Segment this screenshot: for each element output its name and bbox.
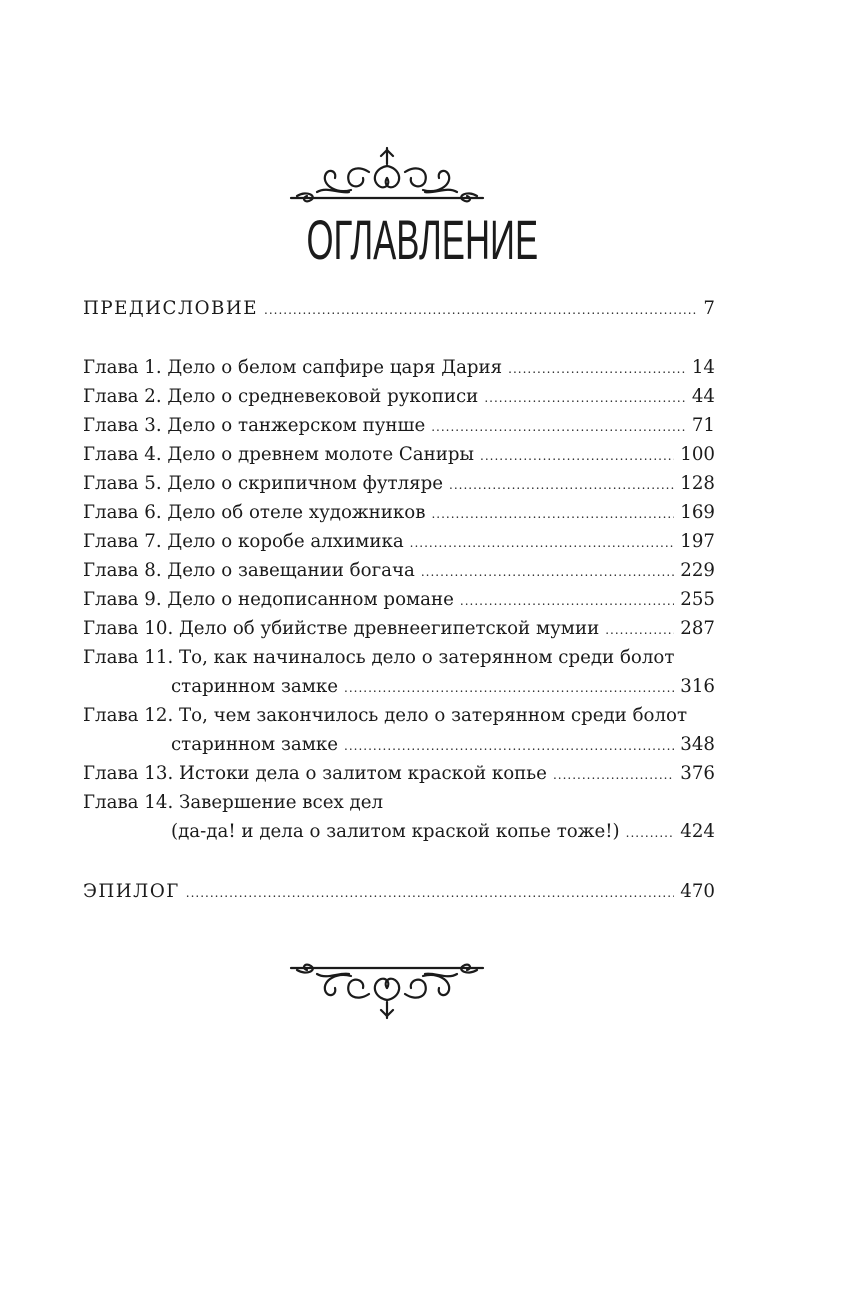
- toc-entry-page: 169: [680, 502, 715, 523]
- toc-entry-line1[interactable]: Глава 11. То, как начиналось дело о затерянном среди болот: [83, 647, 675, 668]
- dot-leader: [431, 413, 686, 442]
- dot-leader: [449, 471, 674, 500]
- toc-entry[interactable]: [83, 556, 715, 585]
- toc-entry-label: Глава 3. Дело о танжерском пунше: [83, 415, 426, 436]
- toc-entry[interactable]: [83, 498, 715, 527]
- toc-entry-label: Глава 9. Дело о недописанном романе: [83, 589, 454, 610]
- dot-leader: [484, 384, 686, 413]
- toc-entry-label: Глава 6. Дело об отеле художников: [83, 502, 426, 523]
- toc-entry-continuation[interactable]: [171, 817, 715, 846]
- dot-leader: [186, 879, 675, 908]
- dot-leader: [410, 529, 675, 558]
- dot-leader: [626, 819, 675, 848]
- toc-entry[interactable]: [83, 469, 715, 498]
- toc-entry[interactable]: [83, 382, 715, 411]
- toc-entry-page: 287: [680, 618, 715, 639]
- toc-entry-page: 100: [680, 444, 715, 465]
- dot-leader: [344, 674, 674, 703]
- toc-entry-label: Глава 8. Дело о завещании богача: [83, 560, 415, 581]
- dot-leader: [460, 587, 674, 616]
- toc-entry-page: 229: [680, 560, 715, 581]
- toc-entry-page: 316: [680, 676, 715, 697]
- toc-entry-label: Глава 7. Дело о коробе алхимика: [83, 531, 404, 552]
- dot-leader: [431, 500, 674, 529]
- toc-entry-label: Глава 4. Дело о древнем молоте Саниры: [83, 444, 474, 465]
- toc-entry-page: 376: [680, 763, 715, 784]
- toc-entry-page: 348: [680, 734, 715, 755]
- toc-entry-label: ЭПИЛОГ: [83, 881, 180, 902]
- dot-leader: [508, 355, 686, 384]
- dot-leader: [480, 442, 674, 471]
- toc-entry[interactable]: [83, 440, 715, 469]
- toc-entry-label: старинном замке: [171, 734, 339, 755]
- toc-entry-label: Глава 1. Дело о белом сапфире царя Дария: [83, 357, 503, 378]
- dot-leader: [421, 558, 674, 587]
- toc-entry-line1[interactable]: Глава 12. То, чем закончилось дело о затерянном среди болот: [83, 705, 688, 726]
- dot-leader: [344, 732, 674, 761]
- toc-entry-page: 14: [691, 357, 715, 378]
- toc-entry-continuation[interactable]: [171, 730, 715, 759]
- ornament-top-icon: [287, 146, 487, 206]
- toc-entry[interactable]: [83, 759, 715, 788]
- toc-entry-label: Глава 13. Истоки дела о залитом краской копье: [83, 763, 547, 784]
- toc-entry[interactable]: [83, 527, 715, 556]
- dot-leader: [264, 296, 697, 325]
- toc-entry-label: ПРЕДИСЛОВИЕ: [83, 298, 259, 319]
- toc-entry-page: 255: [680, 589, 715, 610]
- toc-entry[interactable]: [83, 411, 715, 440]
- toc-entry-epilogue[interactable]: [83, 877, 715, 906]
- dot-leader: [605, 616, 674, 645]
- toc-entry-continuation[interactable]: [171, 672, 715, 701]
- toc-entry-label: Глава 5. Дело о скрипичном футляре: [83, 473, 444, 494]
- toc-entry-page: 128: [680, 473, 715, 494]
- toc-entry[interactable]: [83, 585, 715, 614]
- toc-entry-line1[interactable]: Глава 14. Завершение всех дел: [83, 792, 384, 813]
- ornament-bottom-icon: [287, 958, 487, 1022]
- toc-entry-label: (да-да! и дела о залитом краской копье тоже!): [171, 821, 620, 842]
- toc-entry-page: 197: [680, 531, 715, 552]
- toc-entry-label: старинном замке: [171, 676, 339, 697]
- toc-entry-page: 424: [680, 821, 715, 842]
- toc-entry-label: Глава 10. Дело об убийстве древнеегипетской мумии: [83, 618, 600, 639]
- dot-leader: [553, 761, 674, 790]
- toc-entry-label: Глава 2. Дело о средневековой рукописи: [83, 386, 479, 407]
- toc-entry-preface[interactable]: [83, 294, 715, 323]
- toc-entry[interactable]: [83, 614, 715, 643]
- toc-entry-page: 71: [691, 415, 715, 436]
- toc-entry-page: 7: [703, 298, 715, 319]
- page-title: ОГЛАВЛЕНИЕ: [306, 208, 539, 271]
- toc-entry-page: 44: [691, 386, 715, 407]
- toc-entry-page: 470: [680, 881, 715, 902]
- toc-entry[interactable]: [83, 353, 715, 382]
